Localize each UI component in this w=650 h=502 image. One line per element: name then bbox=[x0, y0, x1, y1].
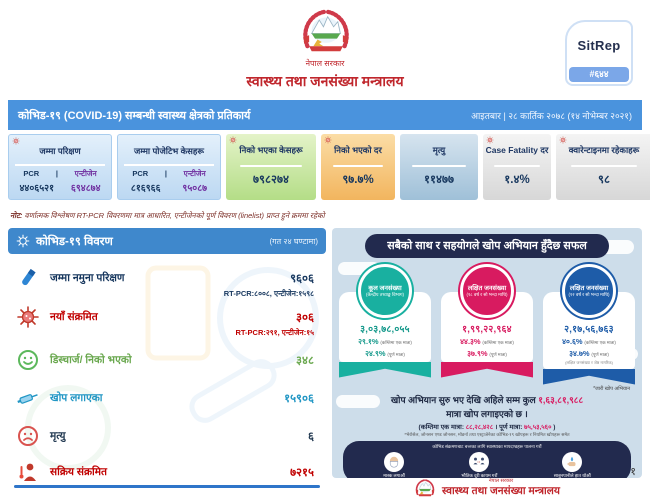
precaution-handwash bbox=[554, 452, 591, 478]
virus-doodle-icon bbox=[324, 136, 332, 144]
panel-subtitle: (गत २४ घण्टामा) bbox=[269, 236, 318, 246]
vaccination-panel bbox=[332, 228, 642, 478]
population-value: १,९९,२२,९६४ bbox=[462, 324, 512, 336]
nepal-emblem-icon bbox=[299, 6, 353, 56]
stat-value: ९७.७% bbox=[342, 174, 374, 186]
full-dose-percent: ३७.९% bbox=[467, 348, 488, 358]
pcr-antigen-labels bbox=[15, 164, 105, 179]
syringe-icon bbox=[16, 386, 40, 410]
ribbon-shape bbox=[543, 369, 635, 385]
note-text: वर्णात्मक विश्लेषण RT-PCR विवरणमा मात्र आधारित, एन्टीजेनको पूर्ण विवरण (linelist) प्राप्त हुने क्रममा रहेको bbox=[22, 211, 325, 220]
star-footnote: *जारी खोप अभियान bbox=[593, 385, 630, 392]
ribbon-shape bbox=[441, 362, 533, 378]
dose1-label: (कम्तिमा एक मात्रा) bbox=[380, 340, 412, 346]
row-value: ३४८ bbox=[296, 354, 314, 367]
card-target-12plus bbox=[543, 264, 635, 384]
row-breakdown: RT-PCR:८००८, एन्टीजेन:१५९८ bbox=[223, 289, 314, 298]
dose-breakdown-suffix: ) bbox=[551, 423, 556, 431]
circle-title: कूल जनसंख्या bbox=[368, 284, 402, 292]
row-active-infected bbox=[12, 460, 318, 484]
virus-doodle-icon bbox=[559, 136, 567, 144]
divider bbox=[494, 165, 540, 167]
stat-box-total-positive bbox=[117, 134, 221, 200]
report-date: आइतबार | २८ कार्तिक २०७८ (१४ नोभेम्बर २०२१) bbox=[471, 110, 632, 121]
precaution-caption: साबुनपानीले हात धोऔं bbox=[553, 472, 591, 478]
stat-title: जम्मा पोजेटिभ केसहरू bbox=[133, 145, 205, 156]
row-deaths bbox=[12, 424, 318, 448]
stat-box-total-tests bbox=[8, 134, 112, 200]
virus-doodle-icon bbox=[486, 136, 494, 144]
pcr-label: PCR bbox=[23, 169, 40, 178]
dose1-total: ८८,२८,४२८ bbox=[465, 423, 494, 431]
detail-rows bbox=[8, 254, 326, 484]
row-label: डिस्चार्ज/ निको भएको bbox=[50, 354, 132, 366]
circle-title: लक्षित जनसंख्या bbox=[569, 284, 609, 292]
population-circle bbox=[358, 264, 412, 318]
row-breakdown: RT-PCR:२९१, एन्टीजेन:१५ bbox=[235, 328, 314, 337]
campaign-text: खोप अभियान सुरु भए देखि अहिले सम्म कुल bbox=[390, 394, 539, 405]
total-doses-value: १,६३,८१,९८८ bbox=[538, 394, 584, 405]
stat-values bbox=[120, 181, 218, 194]
precaution-bar bbox=[343, 441, 631, 478]
sick-person-icon bbox=[16, 460, 40, 484]
stat-value: ७९८२७४ bbox=[253, 174, 289, 186]
precaution-caption: भौतिक दूरी कायम गरौं bbox=[461, 472, 498, 478]
row-label: जम्मा नमुना परिक्षण bbox=[50, 272, 125, 284]
full-dose-label: (पूर्ण मात्रा) bbox=[387, 351, 405, 357]
dose-breakdown-mid: । पूर्ण मात्रा: bbox=[493, 423, 525, 431]
virus-icon bbox=[16, 234, 30, 248]
separator: | bbox=[164, 169, 167, 178]
pcr-value: ४४०६५२१ bbox=[19, 183, 55, 194]
row-discharged bbox=[12, 348, 318, 372]
divider bbox=[571, 165, 637, 167]
full-dose-percent: ३४.७% bbox=[569, 348, 590, 358]
row-label: खोप लगाएका bbox=[50, 392, 103, 404]
row-label: सक्रिय संक्रमित bbox=[50, 466, 108, 478]
note-label: नोट: bbox=[10, 211, 23, 220]
campaign-text-2: मात्रा खोप लगाइएको छ । bbox=[446, 408, 528, 419]
precaution-distance bbox=[461, 452, 497, 478]
population-circle bbox=[460, 264, 514, 318]
stat-box-quarantine bbox=[556, 134, 650, 200]
precaution-mask bbox=[383, 452, 405, 478]
stat-box-recovered bbox=[226, 134, 316, 200]
circle-subtitle: (१२ वर्ष र सो भन्दा माथि) bbox=[568, 292, 610, 298]
dose1-percent: ४०.६% bbox=[562, 337, 583, 347]
precaution-header: कोभिड संक्रमणबाट बच्नका लागि स्वास्थ्यका मापदण्डहरू पालना गरौं bbox=[432, 443, 542, 449]
full-dose-total: ७५,५३,५६० bbox=[524, 423, 552, 431]
dose1-percent: ४४.३% bbox=[460, 337, 481, 347]
card-total-population bbox=[339, 264, 431, 384]
row-total-samples bbox=[12, 266, 318, 299]
row-label: नयाँ संक्रमित bbox=[50, 311, 98, 323]
sitrep-label: SitRep bbox=[577, 38, 621, 53]
sad-face-icon bbox=[16, 424, 40, 448]
antigen-value: ९५०८७ bbox=[182, 183, 208, 194]
row-vaccinated bbox=[12, 386, 318, 410]
distance-icon bbox=[469, 452, 489, 472]
pcr-value: ८१६९६६ bbox=[130, 183, 161, 194]
vaccine-types-footnote: *भेरोसेल, जोनसन एण्ड जोनसन, मोडर्ना तथा एस्ट्राजेनेका कोभिड-१९ खोपहरू र नियमित खोपहरू समेत bbox=[404, 431, 570, 437]
stat-title: जम्मा परिक्षण bbox=[39, 145, 81, 156]
summary-stat-row bbox=[8, 134, 642, 200]
antigen-label: एन्टीजेन bbox=[74, 169, 97, 178]
precaution-items bbox=[355, 452, 619, 478]
covid-details-panel bbox=[8, 228, 326, 490]
row-value: ७२१५ bbox=[290, 466, 314, 479]
panel-underline bbox=[14, 485, 320, 488]
circle-subtitle: (केन्द्रीय तथ्याङ्क विभाग) bbox=[366, 292, 404, 298]
panel-header bbox=[8, 228, 326, 254]
pcr-antigen-labels bbox=[124, 164, 214, 179]
divider bbox=[412, 165, 465, 167]
population-cards bbox=[332, 264, 642, 384]
antigen-value: ६९४८७४ bbox=[70, 183, 101, 194]
test-tube-icon bbox=[16, 266, 40, 290]
stat-value: १.४% bbox=[504, 174, 530, 186]
antigen-label: एन्टीजेन bbox=[183, 169, 206, 178]
divider bbox=[333, 165, 383, 167]
stat-title: क्वारेन्टाइनमा रहेकाहरू bbox=[568, 144, 640, 155]
separator: | bbox=[55, 169, 58, 178]
footer bbox=[332, 478, 642, 498]
dose1-label: (कम्तिमा एक मात्रा) bbox=[584, 340, 616, 346]
population-value: ३,०३,७८,०५५ bbox=[360, 324, 410, 336]
page-number: १ bbox=[630, 466, 636, 478]
card-target-18plus bbox=[441, 264, 533, 384]
stat-value: ११४७७ bbox=[424, 174, 454, 186]
row-label: मृत्यु bbox=[50, 430, 66, 442]
precaution-caption: मास्क लगाऔं bbox=[383, 472, 405, 478]
virus-icon bbox=[16, 305, 40, 329]
government-label: नेपाल सरकार bbox=[305, 59, 345, 68]
full-dose-label: (पूर्ण मात्रा) bbox=[489, 351, 507, 357]
stat-title: निको भएको दर bbox=[334, 144, 382, 155]
stat-box-case-fatality bbox=[483, 134, 551, 200]
stat-title: निको भएका केसहरू bbox=[239, 144, 303, 155]
row-value: ३०६ bbox=[296, 311, 314, 324]
population-circle bbox=[562, 264, 616, 318]
stat-values bbox=[11, 181, 109, 194]
row-new-infected bbox=[12, 305, 318, 338]
full-dose-label: (पूर्ण मात्रा) bbox=[591, 351, 609, 357]
stat-box-recovery-rate bbox=[321, 134, 395, 200]
vaccination-banner: सबैको साथ र सहयोगले खोप अभियान हुँदैछ सफल bbox=[365, 234, 609, 258]
divider bbox=[240, 165, 302, 167]
campaign-summary bbox=[332, 393, 642, 438]
mask-icon bbox=[384, 452, 404, 472]
dose1-percent: २९.१% bbox=[358, 337, 379, 347]
stat-title: मृत्यु bbox=[432, 144, 446, 155]
row-value: १५९०६ bbox=[284, 392, 314, 405]
dose1-label: (कम्तिमा एक मात्रा) bbox=[482, 340, 514, 346]
sitrep-number-badge: #६४४ bbox=[569, 67, 629, 82]
pcr-label: PCR bbox=[132, 169, 149, 178]
nepal-emblem-icon bbox=[414, 478, 436, 498]
ribbon-shape bbox=[339, 362, 431, 378]
footer-ministry-label: स्वास्थ्य तथा जनसंख्या मन्त्रालय bbox=[442, 485, 560, 497]
virus-doodle-icon bbox=[12, 137, 20, 145]
dose-breakdown-prefix: (कम्तिमा एक मात्रा: bbox=[418, 423, 466, 431]
panel-title: कोभिड-१९ विवरण bbox=[36, 235, 113, 248]
sitrep-badge bbox=[565, 20, 633, 86]
row-value: ९६०६ bbox=[290, 272, 314, 285]
smiley-icon bbox=[16, 348, 40, 372]
circle-title: लक्षित जनसंख्या bbox=[467, 284, 507, 292]
stat-value: ९८ bbox=[598, 174, 610, 186]
report-title-bar bbox=[8, 100, 642, 130]
card-footnote: (लक्षित जनसंख्या र जेष्ठ नागरिक) bbox=[565, 359, 613, 365]
full-dose-percent: २४.९% bbox=[365, 348, 386, 358]
stat-title: Case Fatality दर bbox=[485, 144, 549, 155]
circle-subtitle: (१८ वर्ष र सो भन्दा माथि) bbox=[466, 292, 508, 298]
report-title: कोभिड-१९ (COVID-19) सम्बन्धी स्वास्थ्य क्षेत्रको प्रतिकार्य bbox=[18, 109, 251, 122]
handwash-icon bbox=[562, 452, 582, 472]
row-value: ६ bbox=[308, 430, 314, 443]
virus-doodle-icon bbox=[229, 136, 237, 144]
stat-box-deaths bbox=[400, 134, 478, 200]
footnote-line bbox=[10, 211, 325, 221]
ministry-title: स्वास्थ्य तथा जनसंख्या मन्त्रालय bbox=[246, 73, 404, 89]
footer-government-label: नेपाल सरकार bbox=[488, 478, 514, 484]
population-value: २,१७,५६,७६३ bbox=[564, 324, 614, 336]
